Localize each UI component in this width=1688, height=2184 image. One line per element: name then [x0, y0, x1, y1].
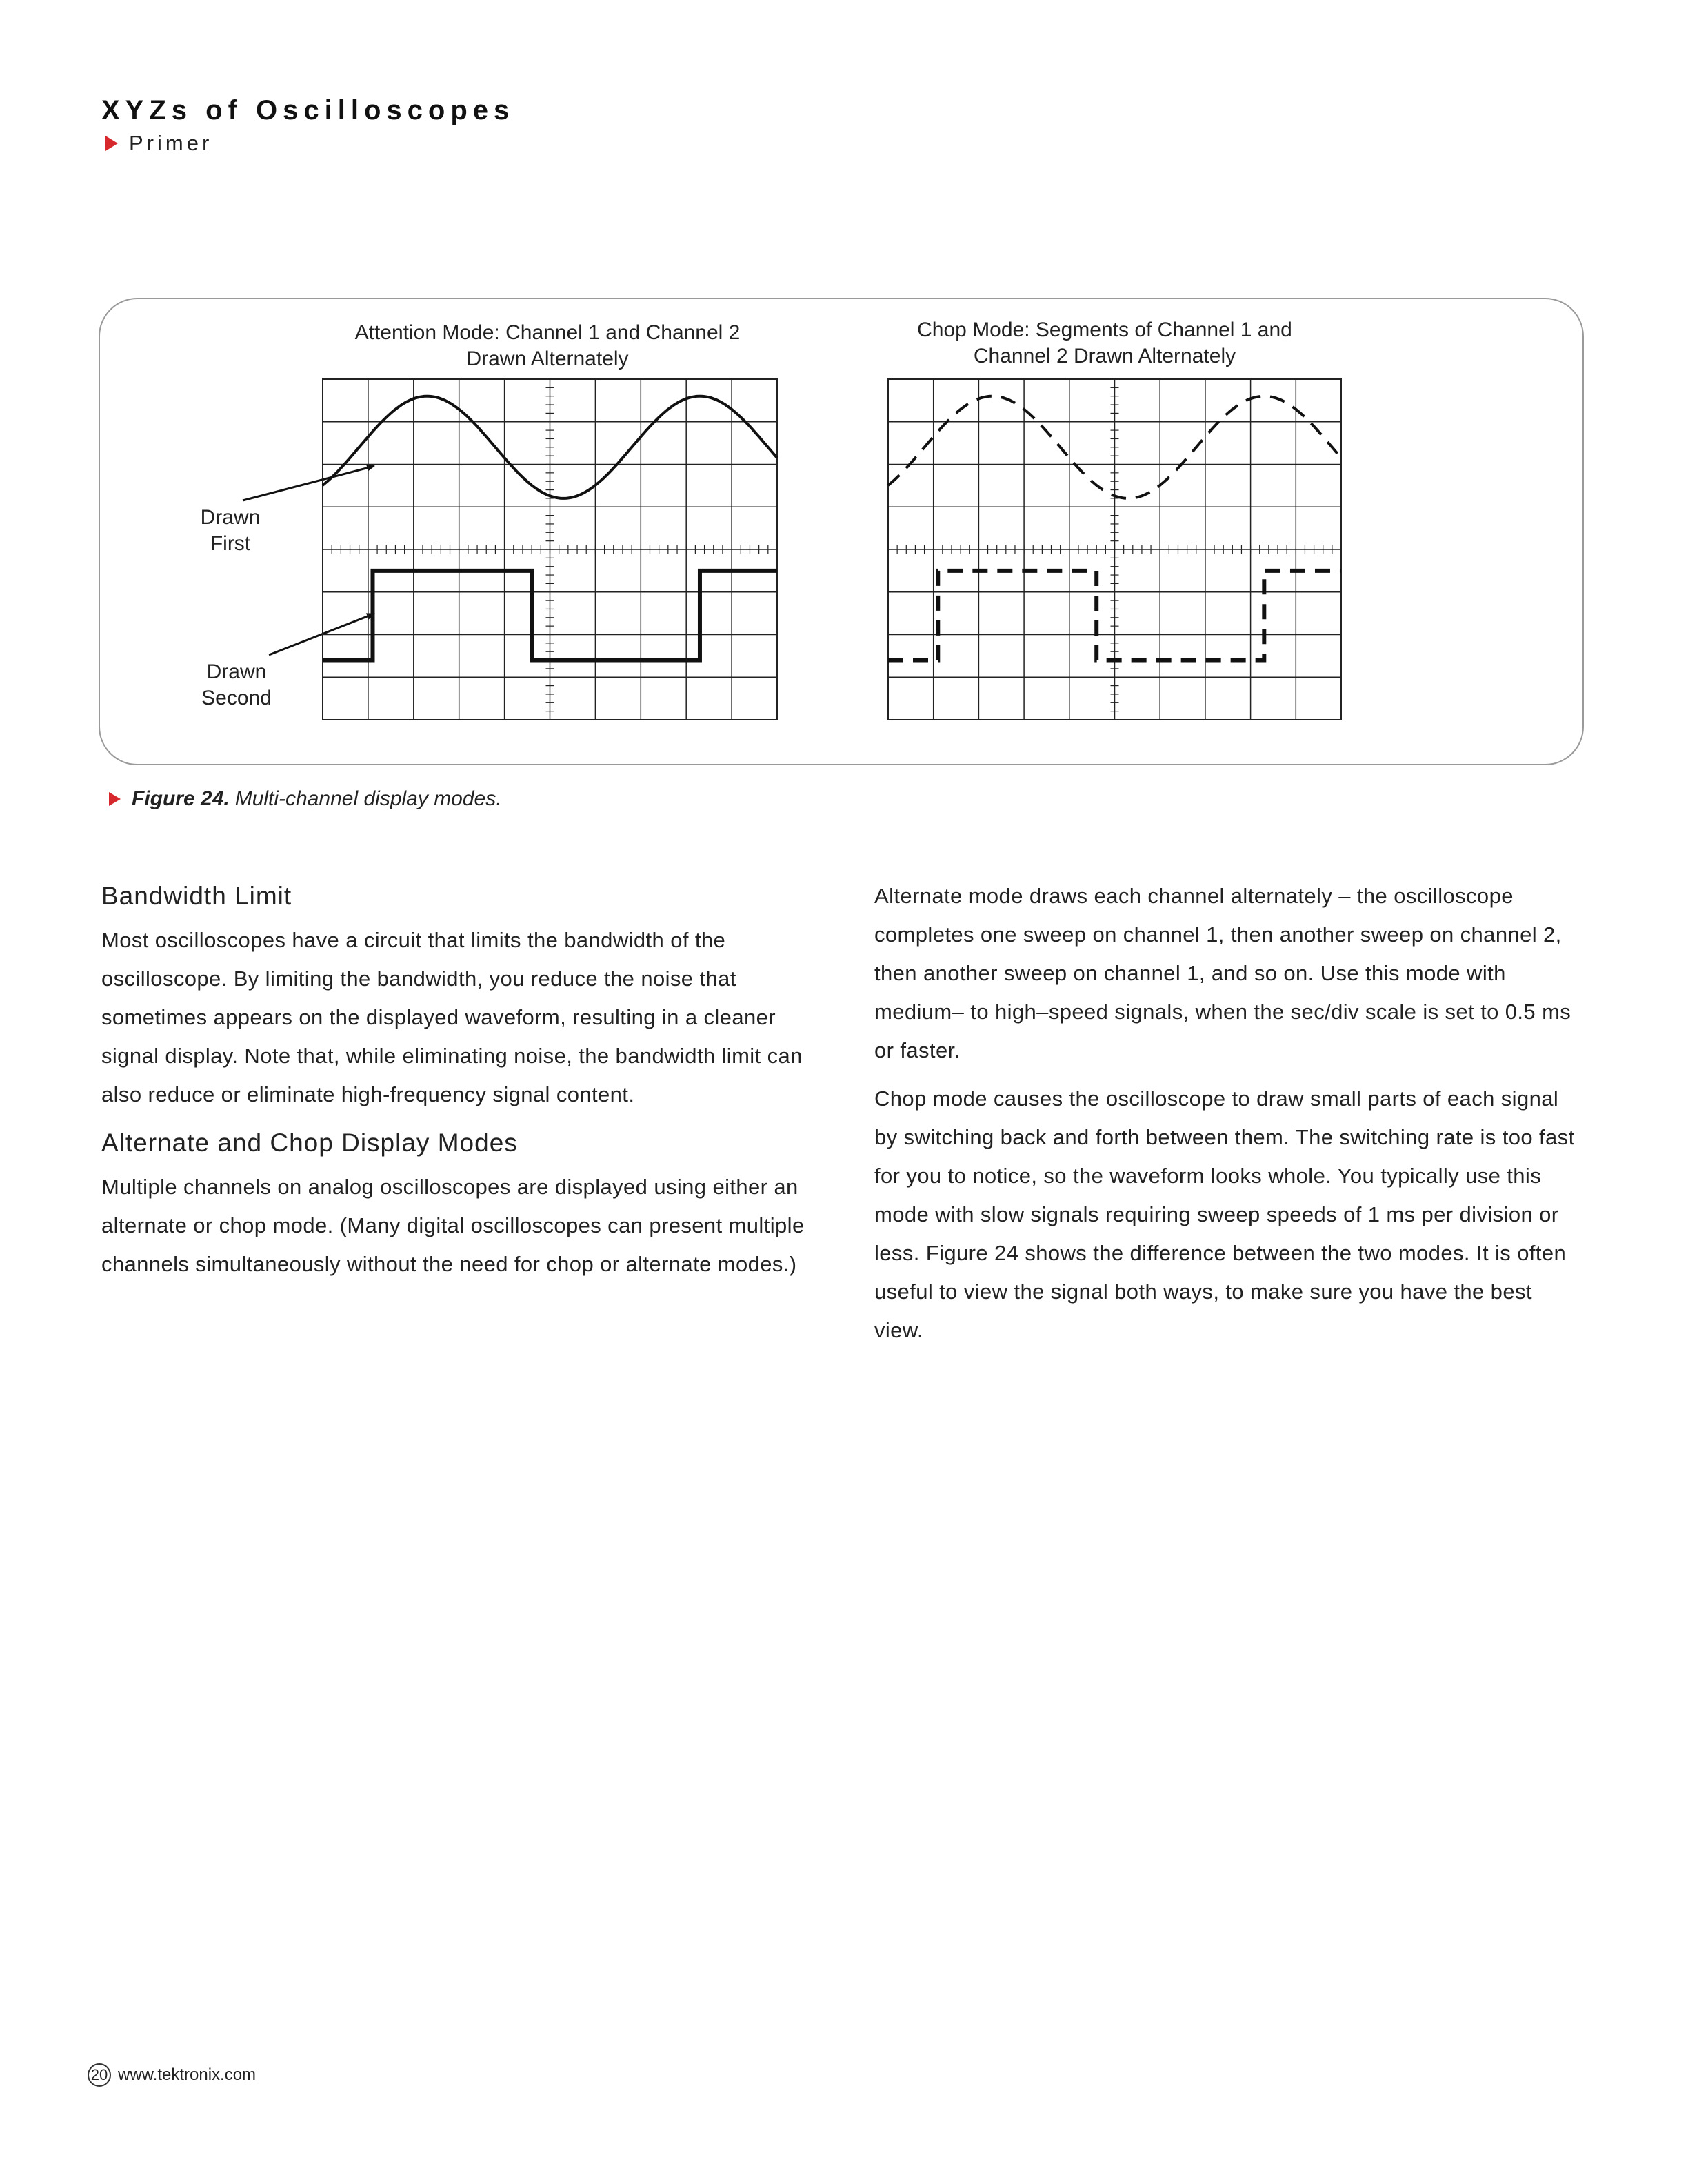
left-scope-graticule — [323, 379, 777, 720]
heading-alternate-chop: Alternate and Chop Display Modes — [101, 1129, 518, 1157]
drawn-first-label-2: First — [210, 532, 251, 555]
left-panel-title-line1: Attention Mode: Channel 1 and Channel 2 — [354, 321, 741, 344]
right-column — [874, 877, 1585, 1359]
drawn-first-label-1: Drawn — [200, 506, 261, 529]
right-scope-graticule — [888, 379, 1341, 720]
left-panel-title-line2: Drawn Alternately — [466, 347, 629, 370]
page-number: 20 — [88, 2063, 111, 2087]
red-triangle-icon — [109, 792, 121, 806]
paragraph-alternate-chop: Multiple channels on analog oscilloscopes are displayed using either an alternate or chop mode. (Many digital oscilloscopes can present multiple channels simultaneously without the need for chop or alternate modes.) — [101, 1175, 805, 1276]
document-title: XYZs of Oscilloscopes — [101, 95, 515, 125]
footer-url: www.tektronix.com — [118, 2065, 257, 2084]
drawn-second-label-2: Second — [201, 687, 272, 709]
right-panel-title-line1: Chop Mode: Segments of Channel 1 and — [917, 318, 1292, 341]
figure-number: Figure 24. — [132, 787, 230, 810]
figure-caption — [109, 787, 502, 811]
paragraph-bandwidth-limit: Most oscilloscopes have a circuit that limits the bandwidth of the oscilloscope. By limiting the bandwidth, you reduce the noise that sometimes appears on the displayed waveform, resulting in a cleaner signal display. Note that, while eliminating noise, the bandwidth limit can also reduce or eliminate high-frequency signal content. — [101, 928, 803, 1106]
left-column — [101, 877, 832, 1293]
right-panel-title-line2: Channel 2 Drawn Alternately — [973, 345, 1236, 367]
figure-24-diagram — [0, 0, 1688, 772]
page-footer — [88, 2063, 256, 2087]
paragraph-chop-mode: Chop mode causes the oscilloscope to draw small parts of each signal by switching back and forth between them. The switching rate is too fast for you to notice, so the waveform looks whole. You typically use this mode with slow signals requiring sweep speeds of 1 ms per division or less. Figure 24 shows the difference between the two modes. It is often useful to view the signal both ways, to make sure you have the best view. — [874, 1086, 1575, 1342]
arrow-drawn-first — [243, 466, 374, 501]
paragraph-alternate-mode: Alternate mode draws each channel alternately – the oscilloscope completes one sweep on channel 1, then another sweep on channel 2, then another sweep on channel 1, and so on. Use this mode with medium– to high–speed signals, when the sec/div scale is set to 0.5 ms or faster. — [874, 884, 1571, 1062]
subtitle-text: Primer — [129, 131, 213, 155]
figure-caption-text: Multi-channel display modes. — [234, 787, 502, 810]
drawn-second-label-1: Drawn — [206, 660, 267, 683]
heading-bandwidth-limit: Bandwidth Limit — [101, 882, 292, 910]
